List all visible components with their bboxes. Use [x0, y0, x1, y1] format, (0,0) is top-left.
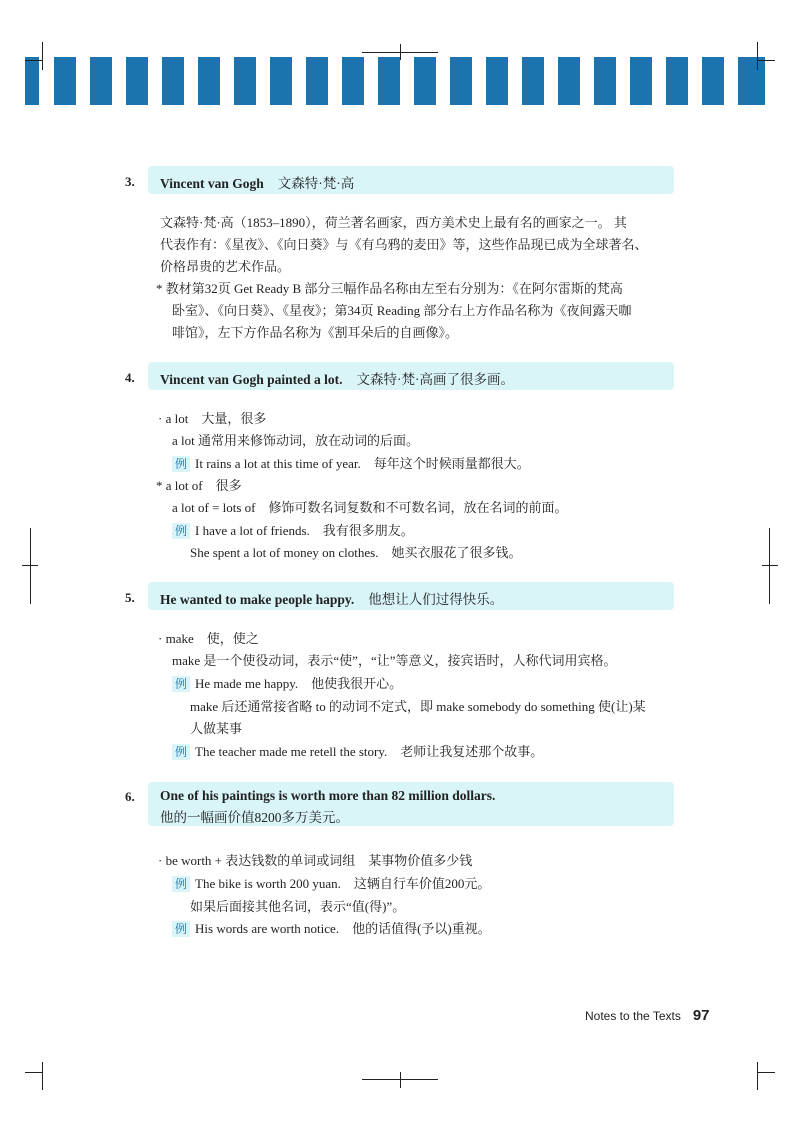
crop-mark — [757, 1062, 758, 1090]
example-text: He made me happy. 他使我很开心。 — [195, 676, 403, 691]
section-heading — [148, 166, 674, 194]
heading-english: Vincent van Gogh — [160, 176, 264, 191]
registration-mark — [400, 1072, 401, 1088]
example-line — [172, 918, 491, 940]
heading-chinese: 他想让人们过得快乐。 — [368, 592, 504, 607]
stripe — [25, 57, 39, 105]
registration-mark — [400, 44, 401, 60]
section-number: 3. — [125, 174, 135, 189]
header-stripes — [25, 57, 765, 105]
registration-mark — [762, 565, 778, 566]
crop-mark — [757, 42, 758, 70]
stripe — [738, 57, 765, 105]
crop-mark — [42, 42, 43, 70]
section-number: 4. — [125, 370, 135, 385]
page-footer — [585, 1007, 710, 1024]
example-line — [172, 873, 490, 895]
example-label: 例 — [172, 523, 190, 539]
keyword-text: · be worth + 表达钱数的单词或词组 某事物价值多少钱 — [158, 853, 473, 868]
stripe — [198, 57, 220, 105]
example-line — [172, 520, 414, 542]
stripe — [270, 57, 292, 105]
stripe — [486, 57, 508, 105]
example-text: It rains a lot at this time of year. 每年这个时候雨量都很大。 — [195, 456, 530, 471]
stripe — [558, 57, 580, 105]
crop-mark — [757, 1072, 775, 1073]
body-text: make 是一个使役动词，表示“使”，“让”等意义，接宾语时，人称代词用宾格。 — [172, 653, 617, 668]
registration-mark — [30, 528, 31, 604]
example-line — [172, 741, 543, 763]
heading-chinese: 他的一幅画价值8200多万美元。 — [160, 810, 349, 825]
section-heading — [148, 582, 674, 610]
body-text: a lot 通常用来修饰动词，放在动词的后面。 — [172, 433, 419, 448]
example-line — [172, 673, 402, 695]
example-text: I have a lot of friends. 我有很多朋友。 — [195, 523, 414, 538]
note-text: 啡馆》，左下方作品名称为《割耳朵后的自画像》。 — [172, 325, 459, 340]
page-number: 97 — [692, 1007, 710, 1024]
heading-english: Vincent van Gogh painted a lot. — [160, 372, 343, 387]
body-text: a lot of = lots of 修饰可数名词复数和不可数名词，放在名词的前面。 — [172, 500, 568, 515]
example-text: The bike is worth 200 yuan. 这辆自行车价值200元。 — [195, 876, 491, 891]
heading-chinese: 文森特·梵·高 — [277, 176, 355, 191]
stripe — [126, 57, 148, 105]
stripe — [594, 57, 616, 105]
stripe — [378, 57, 400, 105]
body-text: 如果后面接其他名词，表示“值(得)”。 — [190, 899, 406, 914]
crop-mark — [25, 60, 43, 61]
stripe — [630, 57, 652, 105]
keyword-text: · a lot 大量，很多 — [158, 411, 267, 426]
section-heading — [148, 782, 674, 826]
section-heading — [148, 362, 674, 390]
stripe — [666, 57, 688, 105]
stripe — [90, 57, 112, 105]
body-text: 代表作有：《星夜》、《向日葵》与《有乌鸦的麦田》等，这些作品现已成为全球著名、 — [160, 237, 648, 252]
body-text: 人做某事 — [190, 721, 243, 736]
stripe — [234, 57, 256, 105]
crop-mark — [25, 1072, 43, 1073]
example-label: 例 — [172, 921, 190, 937]
stripe — [162, 57, 184, 105]
example-line — [172, 453, 530, 475]
stripe — [450, 57, 472, 105]
stripe — [342, 57, 364, 105]
body-text: 价格昂贵的艺术作品。 — [160, 259, 291, 274]
heading-english: He wanted to make people happy. — [160, 592, 355, 607]
body-text: 文森特·梵·高（1853–1890），荷兰著名画家，西方美术史上最有名的画家之一。 其 — [160, 215, 627, 230]
heading-english: One of his paintings is worth more than 82 million dollars. — [160, 788, 496, 803]
section-number: 5. — [125, 590, 135, 605]
example-label: 例 — [172, 876, 190, 892]
example-label: 例 — [172, 744, 190, 760]
section-number: 6. — [125, 789, 135, 804]
heading-chinese: 文森特·梵·高画了很多画。 — [356, 372, 515, 387]
footer-label: Notes to the Texts — [585, 1009, 681, 1023]
crop-mark — [757, 60, 775, 61]
stripe — [414, 57, 436, 105]
stripe — [54, 57, 76, 105]
example-label: 例 — [172, 676, 190, 692]
example-text: She spent a lot of money on clothes. 她买衣服花了很多钱。 — [190, 545, 522, 560]
example-label: 例 — [172, 456, 190, 472]
note-text: 卧室》、《向日葵》、《星夜》；第34页 Reading 部分右上方作品名称为《夜间露天咖 — [172, 303, 632, 318]
note-text: * 教材第32页 Get Ready B 部分三幅作品名称由左至右分别为：《在阿尔雷斯的梵高 — [156, 281, 623, 296]
keyword-text: · make 使，使之 — [158, 631, 259, 646]
example-text: The teacher made me retell the story. 老师让我复述那个故事。 — [195, 744, 544, 759]
body-text: make 后还通常接省略 to 的动词不定式，即 make somebody do something 使(让)某 — [190, 699, 646, 714]
stripe — [306, 57, 328, 105]
stripe — [522, 57, 544, 105]
registration-mark — [22, 565, 38, 566]
example-text: His words are worth notice. 他的话值得(予以)重视。 — [195, 921, 491, 936]
registration-mark — [769, 528, 770, 604]
keyword-text: * a lot of 很多 — [156, 478, 242, 493]
stripe — [702, 57, 724, 105]
crop-mark — [42, 1062, 43, 1090]
